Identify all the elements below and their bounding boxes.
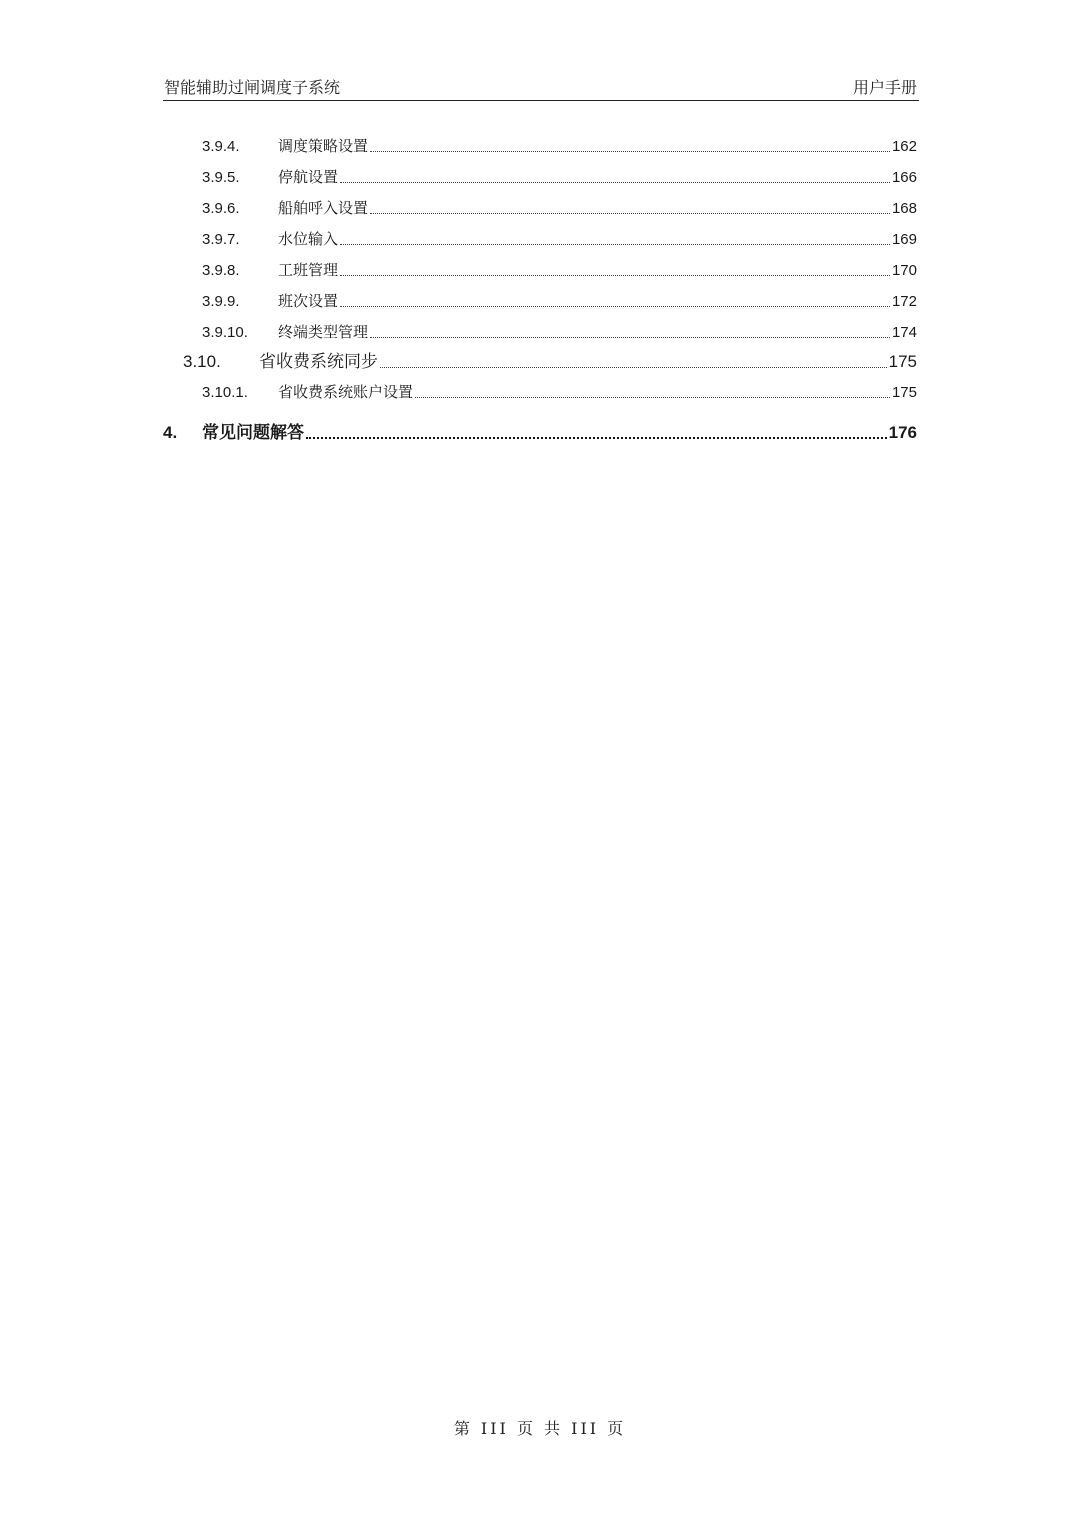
toc-entry-title: 常见问题解答 bbox=[202, 423, 304, 443]
toc-dot-leader bbox=[340, 306, 890, 307]
toc-entry-number: 3.9.5. bbox=[202, 169, 240, 186]
toc-entry-3-9-7[interactable] bbox=[202, 227, 917, 251]
toc-entry-number: 3.9.7. bbox=[202, 231, 240, 248]
toc-dot-leader bbox=[340, 275, 890, 276]
toc-entry-3-9-5[interactable] bbox=[202, 165, 917, 189]
toc-entry-page: 170 bbox=[891, 262, 917, 279]
document-type: 用户手册 bbox=[852, 78, 917, 97]
toc-entry-number: 3.9.9. bbox=[202, 293, 240, 310]
toc-entry-title: 水位输入 bbox=[278, 230, 339, 248]
toc-entry-page: 175 bbox=[888, 352, 917, 371]
toc-entry-title: 省收费系统同步 bbox=[259, 352, 378, 372]
toc-entry-3-9-8[interactable] bbox=[202, 258, 917, 282]
toc-entry-title: 省收费系统账户设置 bbox=[278, 383, 414, 401]
toc-entry-title: 工班管理 bbox=[278, 261, 339, 279]
toc-entry-title: 班次设置 bbox=[278, 292, 339, 310]
toc-dot-leader bbox=[415, 397, 890, 398]
toc-dot-leader bbox=[370, 213, 890, 214]
toc-entry-3-10[interactable] bbox=[183, 350, 917, 374]
toc-entry-number: 3.10.1. bbox=[202, 384, 248, 401]
toc-entry-page: 174 bbox=[891, 324, 917, 341]
toc-entry-number: 4. bbox=[163, 423, 178, 442]
toc-entry-number: 3.9.8. bbox=[202, 262, 240, 279]
toc-dot-leader bbox=[370, 151, 890, 152]
document-title: 智能辅助过闸调度子系统 bbox=[164, 78, 341, 97]
toc-entry-page: 169 bbox=[891, 231, 917, 248]
toc-entry-number: 3.10. bbox=[183, 352, 221, 371]
toc-entry-page: 172 bbox=[891, 293, 917, 310]
toc-entry-page: 166 bbox=[891, 169, 917, 186]
toc-entry-title: 调度策略设置 bbox=[278, 137, 369, 155]
toc-dot-leader bbox=[370, 337, 890, 338]
toc-entry-3-9-4[interactable] bbox=[202, 134, 917, 158]
toc-dot-leader bbox=[306, 437, 887, 439]
page-header bbox=[163, 76, 919, 101]
toc-entry-page: 162 bbox=[891, 138, 917, 155]
toc-entry-4[interactable] bbox=[163, 421, 917, 445]
toc-entry-title: 船舶呼入设置 bbox=[278, 199, 369, 217]
toc-dot-leader bbox=[340, 244, 890, 245]
toc-entry-page: 176 bbox=[888, 423, 917, 442]
toc-entry-title: 终端类型管理 bbox=[278, 323, 369, 341]
toc-dot-leader bbox=[340, 182, 890, 183]
toc-entry-number: 3.9.10. bbox=[202, 324, 248, 341]
toc-entry-title: 停航设置 bbox=[278, 168, 339, 186]
toc-dot-leader bbox=[380, 367, 887, 368]
toc-entry-3-9-10[interactable] bbox=[202, 320, 917, 344]
toc-entry-3-10-1[interactable] bbox=[202, 380, 917, 404]
toc-entry-number: 3.9.4. bbox=[202, 138, 240, 155]
toc-entry-number: 3.9.6. bbox=[202, 200, 240, 217]
toc-entry-page: 168 bbox=[891, 200, 917, 217]
toc-entry-page: 175 bbox=[891, 384, 917, 401]
toc-entry-3-9-9[interactable] bbox=[202, 289, 917, 313]
page-number-footer: 第 III 页 共 III 页 bbox=[453, 1419, 627, 1438]
toc-entry-3-9-6[interactable] bbox=[202, 196, 917, 220]
